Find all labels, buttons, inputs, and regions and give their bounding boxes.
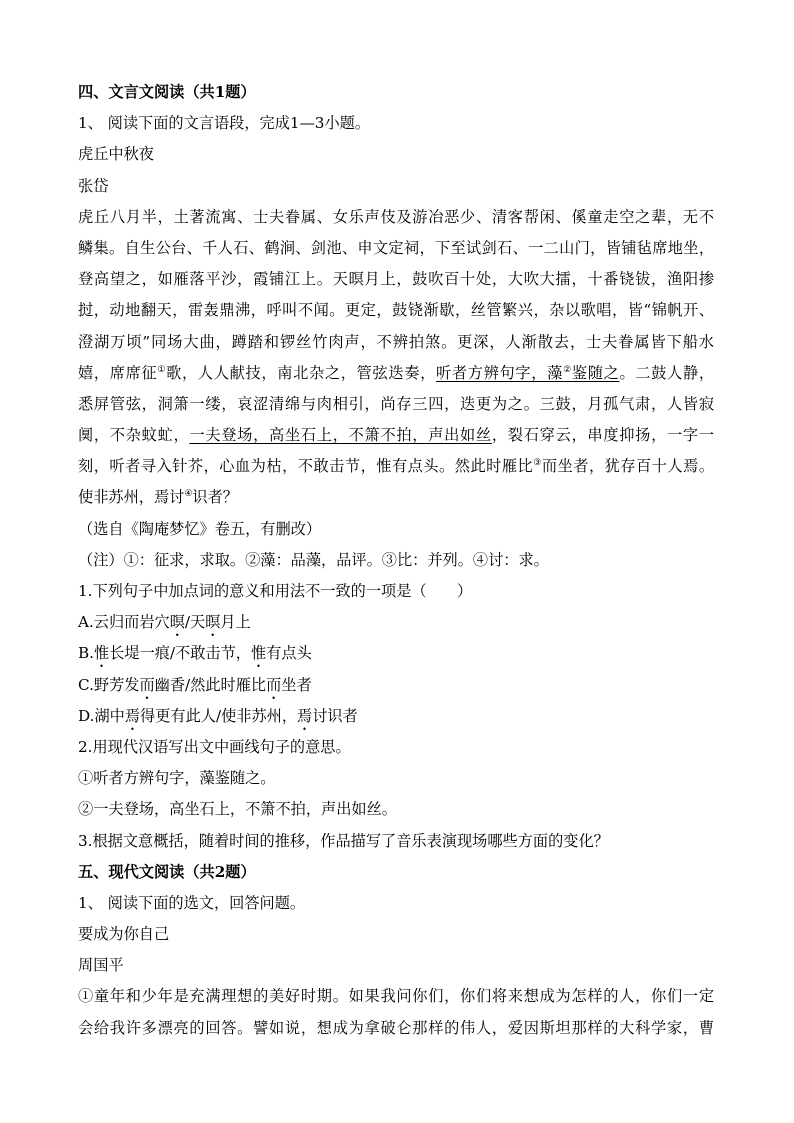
text-run: D.湖中 — [78, 706, 125, 725]
footnote-marker: ② — [563, 364, 572, 375]
footnote-marker: ③ — [533, 458, 542, 469]
text-run: 使非苏州，焉讨 — [78, 488, 185, 507]
underlined-sentence — [436, 364, 619, 382]
passage-line — [78, 482, 734, 513]
passage-source: （选自《陶庵梦忆》卷五，有删改） — [78, 519, 321, 538]
question-instruction: 1、 阅读下面的选文，回答问题。 — [78, 893, 306, 912]
question-2: 2.用现代汉语写出文中画线句子的意思。 — [78, 737, 351, 756]
question-instruction: 1、 阅读下面的文言语段，完成1—3小题。 — [78, 114, 371, 133]
dotted-word: 惟 — [251, 644, 267, 663]
text-run: 听者方辨句字，藻 — [436, 363, 564, 382]
passage-notes: （注）①：征求，求取。②藻：品藻，品评。③比：并列。④讨：求。 — [78, 550, 549, 569]
text-run: 月上 — [220, 613, 251, 632]
option-d — [78, 701, 734, 732]
text-run: 嬉，席席征 — [78, 363, 158, 382]
passage-line — [78, 451, 714, 482]
text-run: 阒，不杂蚊虻， — [78, 426, 190, 445]
dotted-word: 而 — [266, 675, 282, 694]
passage-line: 澄湖万顷”同场大曲，蹲踏和锣丝竹肉声，不辨拍煞。更深，人渐散去，士夫眷属皆下船水 — [78, 332, 714, 351]
passage-author: 周国平 — [78, 956, 124, 975]
text-run: 有点头 — [266, 644, 312, 663]
text-run: 识者？ — [192, 488, 238, 507]
text-run: 得更有此人/使非苏州， — [140, 706, 298, 725]
text-run: /天 — [184, 613, 206, 632]
text-run: C.野芳发 — [78, 675, 140, 694]
dotted-word: 而 — [139, 675, 155, 694]
text-run: 长堤一痕/不敢击节， — [109, 644, 251, 663]
dotted-word: 焉 — [124, 706, 141, 725]
dotted-word: 暝 — [169, 613, 185, 632]
classical-passage — [78, 202, 734, 514]
passage-line: 挝，动地翻天，雷轰鼎沸，呼叫不闻。更定，鼓铙渐歇，丝管繁兴，杂以歌唱，皆“锦帆开、 — [78, 301, 714, 320]
passage-author: 张岱 — [78, 176, 109, 195]
section-heading: 四、文言文阅读（共1题） — [78, 83, 256, 101]
option-b — [78, 638, 734, 669]
question-2-item: ①听者方辨句字，藻鉴随之。 — [78, 769, 276, 788]
dotted-word: 暝 — [205, 613, 221, 632]
passage-line: 会给我许多漂亮的回答。譬如说，想成为拿破仑那样的伟人，爱因斯坦那样的大科学家，曹 — [78, 1018, 714, 1037]
underlined-sentence: 一夫登场，高坐石上，不箫不拍，声出如丝 — [189, 426, 492, 445]
text-run: 歌，人人献技，南北杂之，管弦迭奏， — [166, 363, 437, 382]
footnote-marker: ④ — [184, 489, 193, 500]
passage-title: 要成为你自己 — [78, 925, 170, 944]
passage-line: 鳞集。自生公台、千人石、鹤涧、剑池、申文定祠，下至试剑石、一二山门，皆铺毡席地坐， — [78, 238, 714, 257]
modern-passage — [78, 981, 734, 1043]
passage-line: 虎丘八月半，土著流寓、士夫眷属、女乐声伎及游冶恶少、清客帮闲、傒童走空之辈，无不 — [78, 207, 714, 226]
question-2-item: ②一夫登场，高坐石上，不箫不拍，声出如丝。 — [78, 800, 397, 819]
passage-line: 悉屏管弦，洞箫一缕，哀涩清绵与肉相引，尚存三四，迭更为之。三鼓，月孤气肃，人皆寂 — [78, 394, 714, 413]
dotted-word: 惟 — [94, 644, 110, 663]
text-run: B. — [78, 644, 94, 663]
question-1: 1.下列句子中加点词的意义和用法不一致的一项是（ ） — [78, 582, 473, 600]
text-run: 鉴随之 — [571, 363, 620, 382]
text-run: 而坐者，犹存百十人焉。 — [541, 457, 714, 476]
text-run: 讨识者 — [312, 706, 358, 725]
option-a — [78, 607, 734, 638]
passage-line — [78, 358, 714, 389]
dotted-word: 焉 — [297, 706, 313, 725]
passage-line: 登高望之，如雁落平沙，霞铺江上。天暝月上，鼓吹百十处，大吹大擂，十番铙钹，渔阳掺 — [78, 270, 714, 289]
question-3: 3.根据文意概括，随着时间的推移，作品描写了音乐表演现场哪些方面的变化？ — [78, 831, 609, 850]
text-run: 。二鼓人静， — [619, 363, 714, 382]
text-run: 坐者 — [281, 675, 312, 694]
footnote-marker: ① — [157, 364, 167, 375]
text-run: ，裂石穿云，串度抑扬，一字一 — [491, 426, 714, 445]
option-c — [78, 670, 734, 701]
text-run: 刻，听者寻入针芥，心血为枯，不敢击节，惟有点头。然此时雁比 — [78, 457, 534, 476]
passage-line — [78, 420, 714, 451]
section-heading: 五、现代文阅读（共2题） — [78, 862, 256, 881]
passage-title: 虎丘中秋夜 — [78, 145, 154, 164]
passage-line: ①童年和少年是充满理想的美好时期。如果我问你们，你们将来想成为怎样的人，你们一定 — [78, 987, 714, 1006]
text-run: A.云归而岩穴 — [78, 613, 170, 632]
text-run: 幽香/然此时雁比 — [154, 675, 267, 694]
question-1-options — [78, 607, 734, 732]
